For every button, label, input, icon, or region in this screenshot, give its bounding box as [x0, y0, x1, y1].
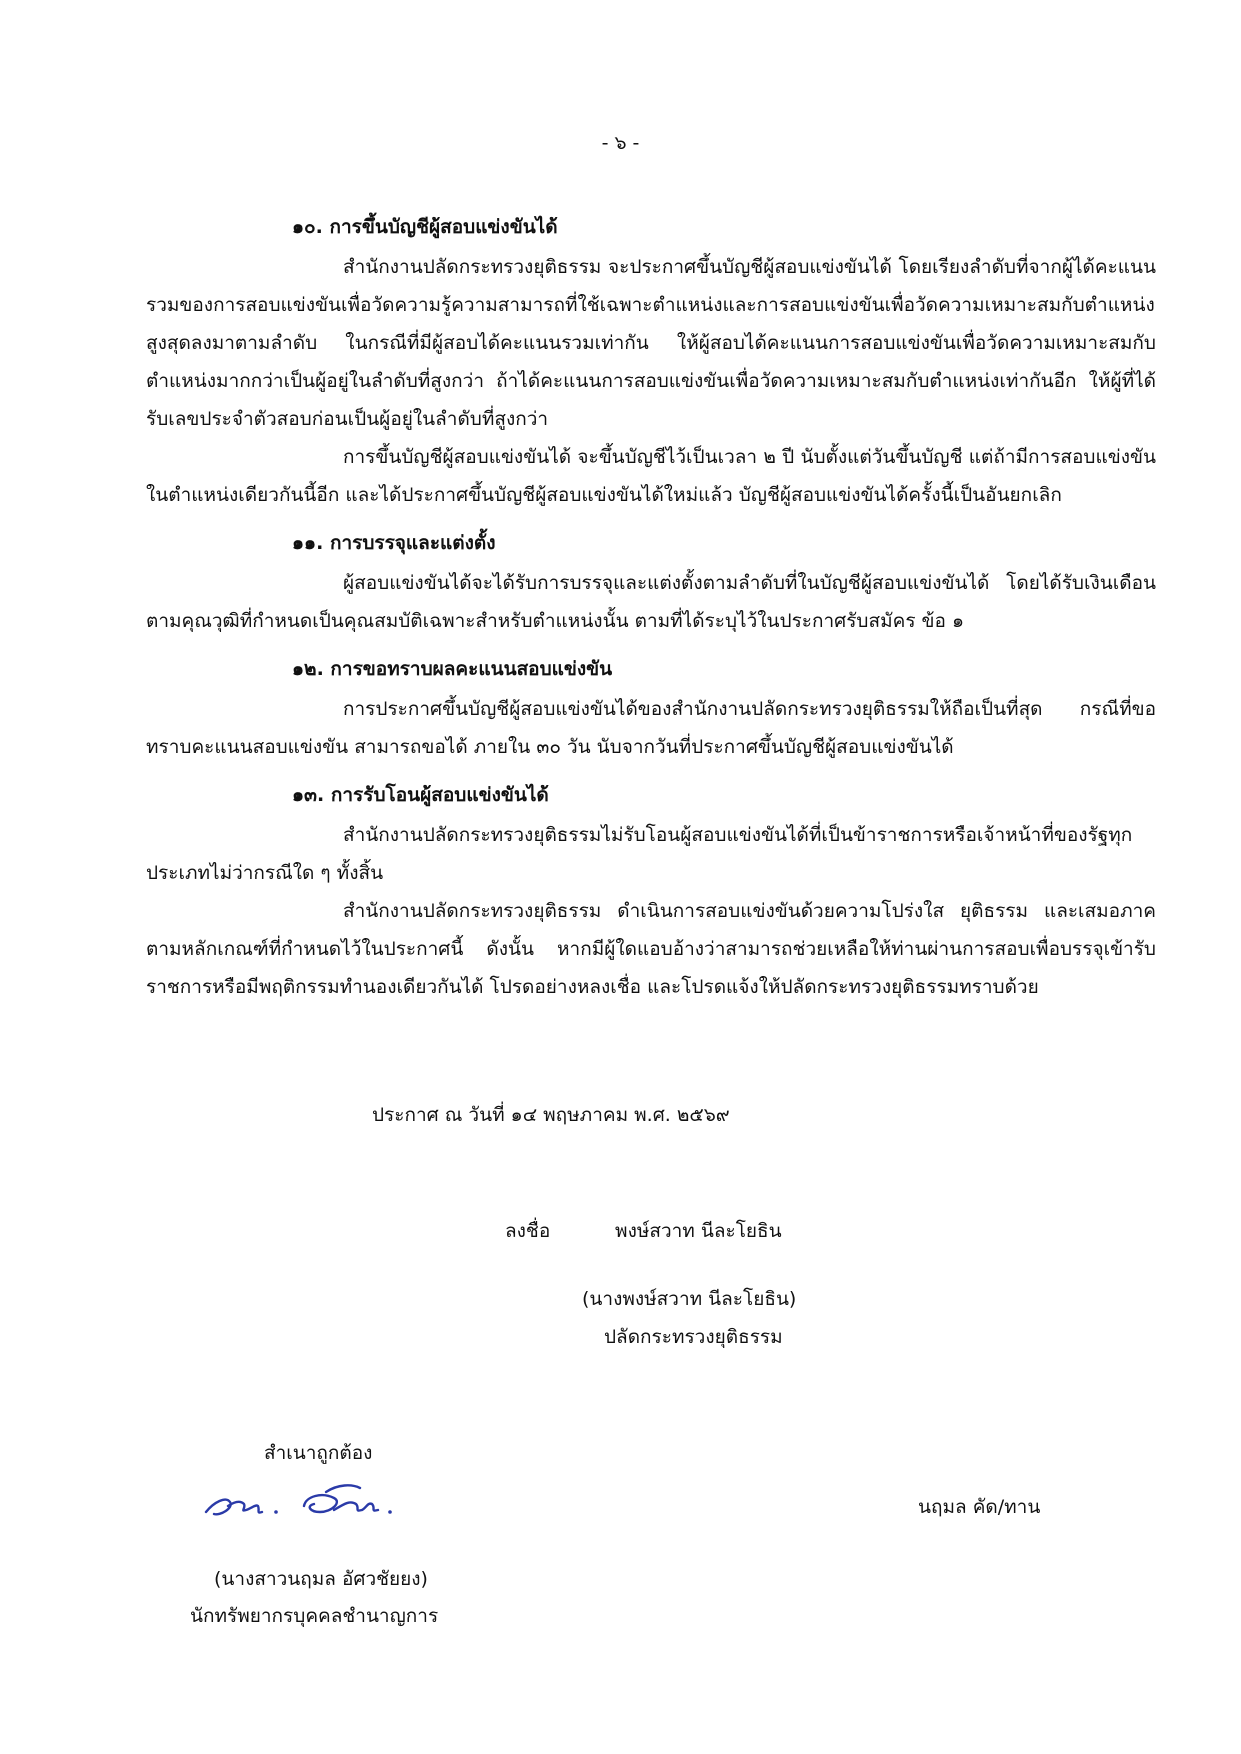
section-heading: ๑๐. การขึ้นบัญชีผู้สอบแข่งขันได้ [292, 216, 558, 238]
paragraph: สำนักงานปลัดกระทรวงยุติธรรม จะประกาศขึ้นบัญชีผู้สอบแข่งขันได้ โดยเรียงลำดับที่จากผู้ได้คะแนนรวมของการสอบแข่งขันเพื่อวัดความรู้ความสามารถที่ใช้เฉพาะตำแหน่งและการสอบแข่งขันเพื่อวัดความเหมาะสมกับตำแหน่งสูงสุดลงมาตามลำดับ ในกรณีที่มีผู้สอบได้คะแนนรวมเท่ากัน ให้ผู้สอบได้คะแนนการสอบแข่งขันเพื่อวัดความเหมาะสมกับตำแหน่งมากกว่าเป็นผู้อยู่ในลำดับที่สูงกว่า ถ้าได้คะแนนการสอบแข่งขันเพื่อวัดความเหมาะสมกับตำแหน่งเท่ากันอีก ให้ผู้ที่ได้รับเลขประจำตัวสอบก่อนเป็นผู้อยู่ในลำดับที่สูงกว่า [146, 256, 1156, 430]
certified-copy-label: สำเนาถูกต้อง [264, 1442, 373, 1464]
certifier-name: (นางสาวนฤมล อัศวชัยยง) [214, 1568, 428, 1590]
paragraph: สำนักงานปลัดกระทรวงยุติธรรม ดำเนินการสอบแข่งขันด้วยความโปร่งใส ยุติธรรม และเสมอภาคตามหลักเกณฑ์ที่กำหนดไว้ในประกาศนี้ ดังนั้น หากมีผู้ใดแอบอ้างว่าสามารถช่วยเหลือให้ท่านผ่านการสอบเพื่อบรรจุเข้ารับราชการหรือมีพฤติกรรมทำนองเดียวกันได้ โปรดอย่างหลงเชื่อ และโปรดแจ้งให้ปลัดกระทรวงยุติธรรมทราบด้วย [146, 900, 1156, 998]
signer-position: ปลัดกระทรวงยุติธรรม [604, 1326, 783, 1348]
certifier-position: นักทรัพยากรบุคคลชำนาญการ [190, 1605, 439, 1627]
section-12 [146, 656, 1156, 766]
signer-full-name: (นางพงษ์สวาท นีละโยธิน) [582, 1288, 797, 1310]
signed-name: พงษ์สวาท นีละโยธิน [615, 1220, 782, 1242]
section-13 [146, 782, 1156, 1006]
section-11 [146, 530, 1156, 640]
paragraph: ผู้สอบแข่งขันได้จะได้รับการบรรจุและแต่งตั้งตามลำดับที่ในบัญชีผู้สอบแข่งขันได้ โดยได้รับเงินเดือนตามคุณวุฒิที่กำหนดเป็นคุณสมบัติเฉพาะสำหรับตำแหน่งนั้น ตามที่ได้ระบุไว้ในประกาศรับสมัคร ข้อ ๑ [146, 572, 1156, 632]
copier-note: นฤมล คัด/ทาน [918, 1496, 1041, 1518]
announcement-date: ประกาศ ณ วันที่ ๑๔ พฤษภาคม พ.ศ. ๒๕๖๙ [372, 1104, 730, 1126]
section-heading: ๑๓. การรับโอนผู้สอบแข่งขันได้ [292, 784, 549, 806]
signature-label: ลงชื่อ [505, 1220, 551, 1242]
page-number: - ๖ - [601, 132, 640, 154]
paragraph: การประกาศขึ้นบัญชีผู้สอบแข่งขันได้ของสำนักงานปลัดกระทรวงยุติธรรมให้ถือเป็นที่สุด กรณีที่ขอทราบคะแนนสอบแข่งขัน สามารถขอได้ ภายใน ๓๐ วัน นับจากวันที่ประกาศขึ้นบัญชีผู้สอบแข่งขันได้ [146, 698, 1156, 758]
paragraph: สำนักงานปลัดกระทรวงยุติธรรมไม่รับโอนผู้สอบแข่งขันได้ที่เป็นข้าราชการหรือเจ้าหน้าที่ของรัฐทุกประเภทไม่ว่ากรณีใด ๆ ทั้งสิ้น [146, 824, 1133, 884]
section-10 [146, 214, 1156, 514]
section-heading: ๑๑. การบรรจุและแต่งตั้ง [292, 532, 496, 554]
signature-line [505, 1216, 782, 1246]
paragraph: การขึ้นบัญชีผู้สอบแข่งขันได้ จะขึ้นบัญชีไว้เป็นเวลา ๒ ปี นับตั้งแต่วันขึ้นบัญชี แต่ถ้ามีการสอบแข่งขันในตำแหน่งเดียวกันนี้อีก และได้ประกาศขึ้นบัญชีผู้สอบแข่งขันได้ใหม่แล้ว บัญชีผู้สอบแข่งขันได้ครั้งนี้เป็นอันยกเลิก [146, 446, 1156, 506]
handwritten-signature [200, 1472, 410, 1528]
document-body [146, 214, 1156, 1022]
section-heading: ๑๒. การขอทราบผลคะแนนสอบแข่งขัน [292, 658, 613, 680]
